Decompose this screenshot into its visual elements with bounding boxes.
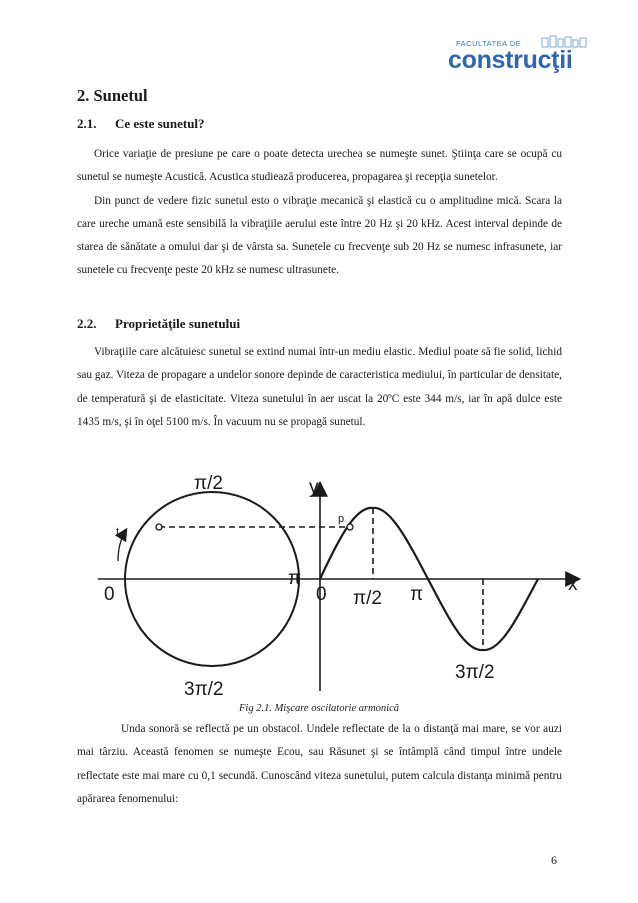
paragraph: Din punct de vedere fizic sunetul esto o vibraţie mecanică şi elastică cu o amplitudine mică. Scara la care ureche umană este sensibilă la vibraţiile aerului este între 20 Hz şi 20 kHz. Acest interval depinde de starea de sănătate a omului dar şi de vârsta sa. Sunetele cu frecvenţe sub 20 Hz se numesc infrasunete, iar sunetele cu frecvenţe peste 20 kHz se numesc ultrasunete. — [77, 194, 562, 277]
section-2-body — [77, 341, 562, 434]
label-t: t — [116, 526, 120, 538]
label-circle-top: π/2 — [194, 473, 223, 494]
logo-main-text: construcţii — [448, 46, 573, 74]
circle-point — [156, 524, 162, 530]
label-y: y — [309, 477, 319, 498]
logo-top-text: FACULTATEA DE — [456, 39, 522, 48]
label-wave-pi: π — [410, 584, 424, 605]
label-x: x — [568, 574, 578, 595]
closing-body — [77, 718, 562, 811]
faculty-logo — [448, 36, 598, 78]
figure-diagram — [88, 466, 588, 701]
label-p: p — [338, 513, 345, 525]
label-wave-origin: 0 — [316, 584, 327, 605]
section-2-number: 2.2. — [77, 316, 97, 331]
section-1-title: Ce este sunetul? — [115, 116, 205, 131]
page-number: 6 — [551, 853, 557, 867]
paragraph: Orice variaţie de presiune pe care o poate detecta urechea se numeşte sunet. Ştiinţa care se ocupă cu sunetul se numeşte Acustică. Acustica studiează producerea, propagarea şi recepţia sunetelor. — [77, 148, 562, 184]
section-1-body — [77, 143, 562, 283]
chapter-title: 2. Sunetul — [77, 86, 148, 105]
label-circle-right: π — [288, 568, 302, 589]
section-1-number: 2.1. — [77, 116, 97, 131]
paragraph: Unda sonoră se reflectă pe un obstacol. Undele reflectate de la o distanţă mai mare, se vor auzi mai târziu. Această fenomen se numeşte Ecou, sau Răsunet şi se întâmplă când timpul între undele reflectate este mai mare cu 0,1 secundă. Cunoscând viteza sunetului, putem calcula distanţa minimă pentru apărarea fenomenului: — [77, 723, 562, 805]
wave-point-p — [347, 524, 353, 530]
harmonic-motion-figure — [88, 466, 588, 706]
label-circle-left: 0 — [104, 584, 115, 605]
label-circle-bottom: 3π/2 — [184, 679, 224, 700]
label-wave-half-pi: π/2 — [353, 588, 382, 609]
rotation-arrow-icon — [118, 530, 126, 561]
label-wave-three-half-pi: 3π/2 — [455, 662, 495, 683]
paragraph: Vibraţiile care alcătuiesc sunetul se extind numai într-un mediu elastic. Mediul poate să fie solid, lichid sau gaz. Viteza de propagare a undelor sonore depinde de caracteristica mediului, în particular de densitate, de temperatură şi de elasticitate. Viteza sunetului în aer uscat la 20ºC este 344 m/s, iar în apă dulce este 1435 m/s, şi în oţel 5100 m/s. În vacuum nu se propagă sunetul. — [77, 346, 562, 428]
figure-caption: Fig 2.1. Mişcare oscilatorie armonică — [238, 703, 399, 714]
section-2-title: Proprietăţile sunetului — [115, 316, 241, 331]
